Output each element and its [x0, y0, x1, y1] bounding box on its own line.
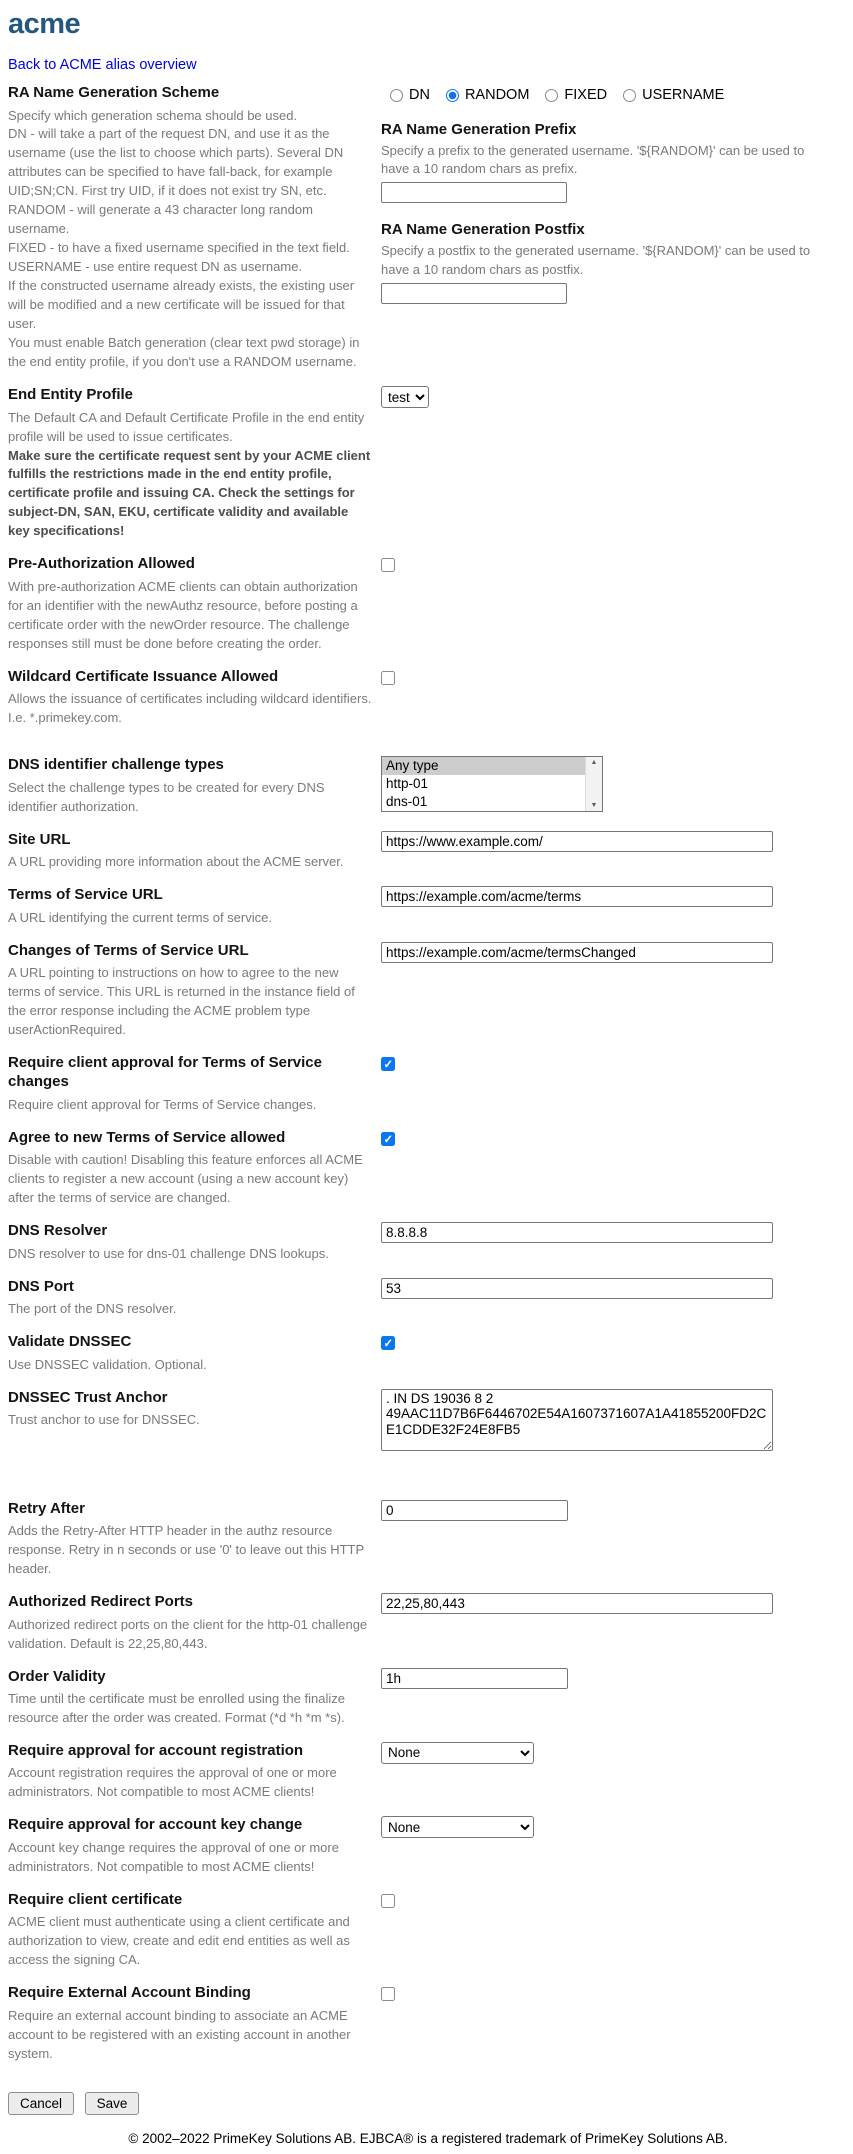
- require-client-certificate-checkbox[interactable]: [381, 1894, 395, 1908]
- ra-name-prefix-input[interactable]: [381, 182, 567, 203]
- row-order-validity: [8, 1667, 848, 1728]
- field-label: End Entity Profile: [8, 386, 134, 404]
- radio-username[interactable]: [623, 89, 636, 102]
- field-help: Require client approval for Terms of Service changes.: [8, 1096, 317, 1112]
- radio-fixed-label[interactable]: FIXED: [564, 87, 608, 103]
- radio-username-label[interactable]: USERNAME: [642, 87, 725, 103]
- retry-after-input[interactable]: [381, 1500, 568, 1521]
- row-dns-port: [8, 1277, 848, 1319]
- radio-dn[interactable]: [390, 89, 403, 102]
- agree-new-tos-checkbox[interactable]: [381, 1132, 395, 1146]
- field-label: Require approval for account registration: [8, 1741, 304, 1759]
- dns-port-input[interactable]: [381, 1278, 773, 1299]
- ra-name-postfix-input[interactable]: [381, 283, 567, 304]
- row-agree-new-tos-allowed: [8, 1128, 848, 1208]
- row-wildcard-issuance-allowed: [8, 667, 848, 728]
- terms-of-service-url-input[interactable]: [381, 886, 773, 907]
- row-approval-account-key-change: [8, 1815, 848, 1876]
- field-help: RANDOM - will generate a 43 character long random username.: [8, 202, 313, 237]
- back-link[interactable]: Back to ACME alias overview: [8, 57, 197, 73]
- row-require-client-certificate: [8, 1890, 848, 1970]
- challenge-types-listbox[interactable]: [381, 756, 603, 812]
- field-label: Validate DNSSEC: [8, 1333, 132, 1351]
- button-bar: [8, 2092, 848, 2115]
- row-approval-account-registration: [8, 1741, 848, 1802]
- authorized-redirect-ports-input[interactable]: [381, 1593, 773, 1614]
- field-help: A URL pointing to instructions on how to agree to the new terms of service. This URL is returned in the instance field of the error response including the ACME problem type userActionRequired.: [8, 965, 355, 1037]
- field-help: FIXED - to have a fixed username specified in the text field.: [8, 240, 350, 256]
- row-pre-authorization-allowed: [8, 554, 848, 653]
- field-help: Trust anchor to use for DNSSEC.: [8, 1412, 200, 1428]
- wildcard-issuance-checkbox[interactable]: [381, 671, 395, 685]
- cancel-button[interactable]: Cancel: [8, 2092, 74, 2115]
- field-label: Require External Account Binding: [8, 1984, 251, 2002]
- pre-authorization-checkbox[interactable]: [381, 558, 395, 572]
- row-dns-resolver: [8, 1221, 848, 1263]
- field-help: Account registration requires the approval of one or more administrators. Not compatible to most ACME clients!: [8, 1765, 337, 1800]
- field-label: RA Name Generation Postfix: [381, 221, 585, 239]
- field-label: DNSSEC Trust Anchor: [8, 1388, 168, 1406]
- field-help: Time until the certificate must be enrolled using the finalize resource after the order was created. Format (*d *h *m *s).: [8, 1691, 345, 1725]
- field-help: Disable with caution! Disabling this feature enforces all ACME clients to register a new account (using a new account key) after the terms of service are changed.: [8, 1152, 363, 1206]
- row-ra-name-generation-scheme: [8, 83, 848, 372]
- row-require-external-account-binding: [8, 1983, 848, 2063]
- field-label: Wildcard Certificate Issuance Allowed: [8, 667, 279, 685]
- field-help: The port of the DNS resolver.: [8, 1301, 177, 1317]
- radio-random-label[interactable]: RANDOM: [464, 87, 530, 103]
- field-help: Allows the issuance of certificates including wildcard identifiers. I.e. *.primekey.com.: [8, 691, 372, 726]
- scroll-up-icon[interactable]: ▲: [590, 759, 598, 767]
- field-help: Use DNSSEC validation. Optional.: [8, 1356, 207, 1372]
- row-terms-of-service-url: [8, 885, 848, 927]
- row-site-url: [8, 830, 848, 872]
- radio-dn-label[interactable]: DN: [409, 87, 430, 103]
- dnssec-trust-anchor-textarea[interactable]: [381, 1389, 773, 1451]
- field-label: DNS Port: [8, 1277, 74, 1295]
- subfield-postfix: [381, 220, 848, 303]
- row-dnssec-trust-anchor: [8, 1388, 848, 1454]
- field-label: Terms of Service URL: [8, 886, 163, 904]
- field-label: RA Name Generation Scheme: [8, 84, 220, 101]
- field-label: Retry After: [8, 1499, 85, 1517]
- field-label: Require client certificate: [8, 1890, 183, 1908]
- field-help: DNS resolver to use for dns-01 challenge DNS lookups.: [8, 1245, 329, 1261]
- field-label: Pre-Authorization Allowed: [8, 555, 195, 573]
- scroll-down-icon[interactable]: ▼: [590, 802, 598, 810]
- save-button[interactable]: Save: [85, 2092, 140, 2115]
- row-validate-dnssec: [8, 1332, 848, 1374]
- field-help: If the constructed username already exists, the existing user will be modified and a new certificate will be issued for that user.: [8, 278, 355, 332]
- field-help: ACME client must authenticate using a client certificate and authorization to view, create and edit end entities as well as access the signing CA.: [8, 1914, 350, 1968]
- listbox-option-any-type[interactable]: Any type: [382, 757, 585, 775]
- page-title: acme: [8, 8, 81, 40]
- validate-dnssec-checkbox[interactable]: [381, 1336, 395, 1350]
- field-label: Agree to new Terms of Service allowed: [8, 1128, 286, 1146]
- site-url-input[interactable]: [381, 831, 773, 852]
- field-help: Account key change requires the approval of one or more administrators. Not compatible to most ACME clients!: [8, 1839, 339, 1874]
- field-help: Specify a postfix to the generated username. '${RANDOM}' can be used to have a 10 random chars as postfix.: [381, 242, 811, 277]
- row-require-tos-approval: [8, 1053, 848, 1115]
- dns-resolver-input[interactable]: [381, 1222, 773, 1243]
- field-help: DN - will take a part of the request DN, and use it as the username (use the list to choose which parts). Several DN attributes can be specified to have fall-back, for example UID;SN;CN. First try UID, if it does not exist try SN, etc.: [8, 126, 344, 199]
- field-help: You must enable Batch generation (clear text pwd storage) in the end entity profile, if you don't use a RANDOM username.: [8, 335, 360, 370]
- row-changes-of-terms-url: [8, 941, 848, 1040]
- radio-fixed[interactable]: [545, 89, 558, 102]
- field-help: With pre-authorization ACME clients can obtain authorization for an identifier with the newAuthz resource, before posting a certificate order with the newOrder resource. The challenge responses still must be done before creating the order.: [8, 578, 358, 651]
- field-label: Require approval for account key change: [8, 1816, 303, 1834]
- require-eab-checkbox[interactable]: [381, 1987, 395, 2001]
- changes-of-terms-url-input[interactable]: [381, 942, 773, 963]
- field-label: Authorized Redirect Ports: [8, 1593, 194, 1611]
- approval-key-change-select[interactable]: [381, 1816, 534, 1838]
- field-help: Adds the Retry-After HTTP header in the authz resource response. Retry in n seconds or use '0' to leave out this HTTP header.: [8, 1523, 364, 1577]
- field-help: A URL providing more information about the ACME server.: [8, 854, 344, 870]
- field-help: USERNAME - use entire request DN as username.: [8, 259, 303, 275]
- end-entity-profile-select[interactable]: [381, 386, 429, 408]
- field-help: Authorized redirect ports on the client for the http-01 challenge validation. Default is 22,25,80,443.: [8, 1616, 368, 1651]
- field-help: Require an external account binding to associate an ACME account to be registered with an existing account in another system.: [8, 2007, 351, 2061]
- radio-random[interactable]: [446, 89, 459, 102]
- footer-copyright: © 2002–2022 PrimeKey Solutions AB. EJBCA® is a registered trademark of PrimeKey Solutions AB.: [128, 2130, 728, 2146]
- field-label: Site URL: [8, 830, 71, 848]
- subfield-prefix: [381, 120, 848, 203]
- field-help: Specify a prefix to the generated username. '${RANDOM}' can be used to have a 10 random chars as prefix.: [381, 142, 805, 177]
- field-help: A URL identifying the current terms of service.: [8, 909, 272, 925]
- field-label: Require client approval for Terms of Service changes: [8, 1053, 322, 1091]
- row-authorized-redirect-ports: [8, 1592, 848, 1653]
- field-label: RA Name Generation Prefix: [381, 121, 577, 138]
- field-label: Changes of Terms of Service URL: [8, 941, 249, 959]
- scheme-radio-group: [381, 87, 848, 103]
- tos-approval-checkbox[interactable]: [381, 1057, 395, 1071]
- field-help-bold: Make sure the certificate request sent by your ACME client fulfills the restrictions made in the end entity profile, certificate profile and issuing CA. Check the settings for subject-DN, SAN, EKU, certificate validity and available key specifications!: [8, 447, 371, 539]
- field-label: DNS Resolver: [8, 1222, 108, 1240]
- field-help: Select the challenge types to be created for every DNS identifier authorization.: [8, 779, 325, 814]
- field-help: The Default CA and Default Certificate Profile in the end entity profile will be used to issue certificates.: [8, 409, 365, 444]
- listbox-option-dns-01[interactable]: dns-01: [386, 794, 428, 810]
- listbox-scrollbar[interactable]: [585, 757, 602, 811]
- row-end-entity-profile: [8, 385, 848, 541]
- order-validity-input[interactable]: [381, 1668, 568, 1689]
- field-label: Order Validity: [8, 1667, 106, 1685]
- approval-registration-select[interactable]: [381, 1742, 534, 1764]
- row-retry-after: [8, 1499, 848, 1579]
- row-dns-challenge-types: [8, 755, 848, 816]
- listbox-option-http-01[interactable]: http-01: [386, 776, 429, 792]
- field-label: DNS identifier challenge types: [8, 756, 224, 774]
- field-help: Specify which generation schema should be used.: [8, 107, 298, 123]
